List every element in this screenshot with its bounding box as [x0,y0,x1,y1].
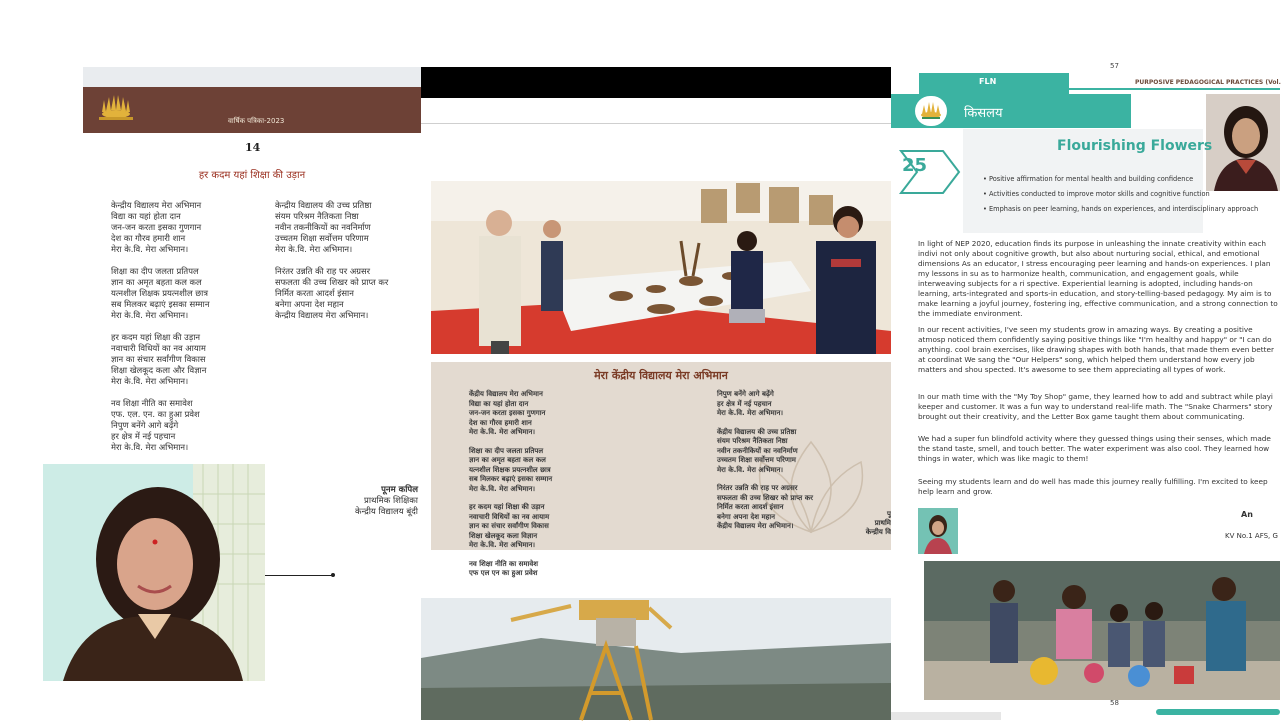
poem-line: उच्चतम शिक्षा सर्वोत्तम परिणाम [717,456,796,464]
poem-stanza [111,332,261,387]
bottom-strip [891,712,1001,720]
school-label: किसलय [964,106,1003,121]
classroom-photo [924,561,1280,700]
article-paragraph-3: In our math time with the "My Toy Shop" game, they learned how to add and subtract while playi keeper and customer. It was a fun way to understand real-life math. The "Snake Charmers" story brought out their creativity, and the Letter Box game taught them about communicating. [918,392,1273,421]
poem-line: मेरा के.वि. मेरा अभिमान। [275,244,353,254]
poem-line: केन्द्रीय विद्यालय मेरा अभिमान [111,200,202,210]
poem-line: नवाचारी विधियों का नव आयाम [111,343,206,353]
top-black-bar [421,67,891,98]
top-strip [83,67,421,87]
poem-line: ज्ञान का संचार सर्वांगीण विकास [111,354,206,364]
signature-name: An [1241,510,1253,519]
poem-line: बनेगा अपना देश महान [717,512,776,521]
poem-line: हर कदम यहां शिक्षा की उड़ान [111,332,201,342]
poem-line: देश का गौरव हमारी शान [111,233,186,243]
poem-line: मेरा के.वि. मेरा अभिमान। [469,428,536,436]
signature-line: केन्द्रीय वि [865,528,891,536]
poem-line: ज्ञान का अमृत बहता कल कल [469,456,546,464]
poem-line: देश का गौरव हमारी शान [469,418,532,427]
poem-line: मेरा के.वि. मेरा अभिमान। [717,465,784,474]
poem-line: एफ एल एन का हुआ प्रवेश [469,569,538,577]
poem-line: नव शिक्षा नीति का समावेश [111,398,193,408]
poem-line: जन-जन करता इसका गुणगान [111,222,202,232]
poem-stanza [469,447,669,495]
poem-line: संयम परिश्रम नैतिकता निष्ठा [275,211,359,221]
poem-line: नवीन तकनीकियों का नवनिर्माण [275,222,371,232]
poem-column-2 [275,200,415,332]
teacher-portrait-image [1206,94,1280,191]
poem-box-signature [836,510,891,537]
poem-stanza [111,398,261,453]
center-magazine-page [421,67,891,720]
exhibition-photo [431,181,891,354]
poem-line: मेरा के.वि. मेरा अभिमान। [111,310,189,320]
poem-line: सफलता की उच्च शिखर को प्राप्त कर [275,277,389,287]
article-title: Flourishing Flowers [1057,138,1213,154]
author-block [313,485,418,518]
poem-line: ज्ञान का संचार सर्वांगीण विकास [469,522,549,530]
fln-label: FLN [979,77,997,86]
poem-stanza [469,503,669,551]
poem-stanza [275,266,415,321]
poem-line: सब मिलकर बढ़ाएं इसका सम्मान [469,475,553,483]
bottom-teal-bar [1156,709,1280,715]
author-photo [43,464,265,681]
poem-line: हर क्षेत्र में नई पहचान [111,431,176,441]
article-paragraph-5: Seeing my students learn and do well has made this journey really fulfilling. I'm excited to keep help learn and grow. [918,477,1268,496]
poem-line: नव शिक्षा नीति का समावेश [469,559,539,568]
poem-line: निर्मित करता आदर्श इंसान [717,503,784,511]
series-title: PURPOSIVE PEDAGOGICAL PRACTICES (Vol. [1135,79,1281,86]
poem-stanza [469,560,669,579]
kv-emblem-icon [95,94,137,122]
page-number-bottom: 58 [1110,699,1119,707]
poem-box [431,362,891,577]
poem-line: मेरा के.वि. मेरा अभिमान। [111,376,189,386]
header-rule [1066,88,1280,90]
poem-line: मेरा के.वि. मेरा अभिमान। [469,484,536,493]
author-role: प्राथमिक शिक्षिका [364,496,418,506]
signature-line: पू [887,510,891,518]
page-number: 14 [245,141,261,154]
article-paragraph-4: We had a super fun blindfold activity where they guessed things using their senses, which made the stand taste, smell, and touch better. The water experiment was also cool. They learned how things in water, which was like magic to them! [918,434,1271,463]
teacher-portrait [1206,94,1280,191]
article-paragraph-1: In light of NEP 2020, education finds its purpose in unleashing the innate creativity within each indivi not only about cognitive growth, but also about nurturing social, ethical, and emotional dimensions As an educator, I stress encouraging peer learning and hands-on experiences. I plan my lessons in su as to harmonize health, communication, and engagement goals, while interweaving subjects for a ri spective. Experiential learning is adopted, including hands-on learning, arts-integrated and sports-in education, and story-telling-based pedagogy. My aim is to make learning a joyful journey, fostering ing, effective communication, and a strong connection to the immediate environment. [918,239,1278,318]
poem-line: मेरा के.वि. मेरा अभिमान। [111,442,189,452]
poem-line: संयम परिश्रम नैतिकता निष्ठा [717,437,788,445]
top-rule [421,123,891,124]
poem-line: केंद्रीय विद्यालय मेरा अभिमान [469,390,543,398]
poem-line: मेरा के.वि. मेरा अभिमान। [469,541,536,549]
article-paragraph-2: In our recent activities, I've seen my students grow in amazing ways. By creating a positive atmosp noticed them confidently saying positive things like "I'm healthy and happy" or "I can do anything. cool brain exercises, like drawing shapes with both hands, that made them even better at coordinat We sang the "Our Helpers" song, which helped them understand how every job matters and shou spected. It's awesome to see them appreciating all types of work. [918,325,1275,374]
divider-dot [331,573,335,577]
poem-line: हर क्षेत्र में नई पहचान [717,399,772,408]
poem-line: केंद्रीय विद्यालय मेरा अभिमान। [717,522,794,530]
poem-stanza [275,200,415,255]
header-text: वार्षिक पत्रिका-2023 [228,117,285,125]
page-number-top: 57 [1110,62,1119,70]
poem-box-column-1 [469,390,669,588]
poem-line: केंद्रीय विद्यालय की उच्च प्रतिष्ठा [717,427,797,436]
poem-line: सफलता की उच्च शिखर को प्राप्त कर [717,493,813,502]
bullet-3: • Emphasis on peer learning, hands on experiences, and interdisciplinary approach [983,205,1259,213]
poem-stanza [717,428,887,476]
author-name: पूनम कपिल [381,485,418,495]
school-logo-icon [915,96,947,126]
crane-image [421,598,891,720]
poem-line: बनेगा अपना देश महान [275,299,344,309]
poem-line: निरंतर उन्नति की राह पर अग्रसर [275,266,371,276]
author-thumbnail [918,508,958,554]
poem-line: केन्द्रीय विद्यालय की उच्च प्रतिष्ठा [275,200,372,210]
poem-line: निर्मित करता आदर्श इंसान [275,288,354,298]
divider-line [263,575,333,576]
exhibition-image [431,181,891,354]
poem-line: शिक्षा का दीप जलता प्रतिपल [111,266,199,276]
poem-line: उच्चतम शिक्षा सर्वोत्तम परिणाम [275,233,369,243]
poem-line: यत्नशील शिक्षक प्रयत्नशील छात्र [469,465,551,474]
poem-stanza [111,266,261,321]
poem-line: ज्ञान का अमृत बहता कल कल [111,277,202,287]
right-magazine-page [891,62,1281,720]
poem-column-1 [111,200,261,464]
poem-stanza [469,390,669,438]
signature-line: प्राथमि [874,519,891,527]
poem-line: शिक्षा का दीप जलता प्रतिपल [469,446,544,455]
poem-title: हर कदम यहां शिक्षा की उड़ान [198,170,306,181]
poem-line: शिक्षा खेलकूद कला विज्ञान [469,531,538,540]
poem-line: यत्नशील शिक्षक प्रयत्नशील छात्र [111,288,208,298]
poem-line: नवाचारी विधियों का नव आयाम [469,512,550,521]
classroom-image [924,561,1280,700]
poem-line: एफ. एल. एन. का हुआ प्रवेश [111,409,200,419]
poem-line: विद्या का यहां होता दान [469,399,529,408]
poem-line: मेरा के.वि. मेरा अभिमान। [717,409,784,417]
bullet-1: • Positive affirmation for mental health and building confidence [983,175,1194,183]
poem-stanza [111,200,261,255]
poem-line: निपुण बनेंगे आगे बढ़ेंगे [111,420,179,430]
author-portrait-image [43,464,265,681]
author-school: केन्द्रीय विद्यालय बूंदी [355,507,418,517]
poem-line: विद्या का यहां होता दान [111,211,181,221]
poem-line: केन्द्रीय विद्यालय मेरा अभिमान। [275,310,369,320]
poem-stanza [717,390,887,419]
page-header [83,87,421,133]
poem-line: सब मिलकर बढ़ाएं इसका सम्मान [111,299,210,309]
signature-school: KV No.1 AFS, G [1225,532,1278,540]
poem-line: जन-जन करता इसका गुणगान [469,409,546,417]
poem-line: मेरा के.वि. मेरा अभिमान। [111,244,189,254]
bullet-2: • Activities conducted to improve motor skills and cognitive function [983,190,1210,198]
article-number: 25 [902,155,928,176]
crane-photo [421,598,891,720]
poem-line: नवीन तकनीकियों का नवनिर्माण [717,446,798,455]
poem-box-title: मेरा केंद्रीय विद्यालय मेरा अभिमान [594,369,728,382]
poem-line: निपुण बनेंगे आगे बढ़ेंगे [717,390,774,398]
poem-line: शिक्षा खेलकूद कला और विज्ञान [111,365,207,375]
poem-line: हर कदम यहां शिक्षा की उड़ान [469,503,545,511]
poem-line: निरंतर उन्नति की राह पर अग्रसर [717,484,798,492]
